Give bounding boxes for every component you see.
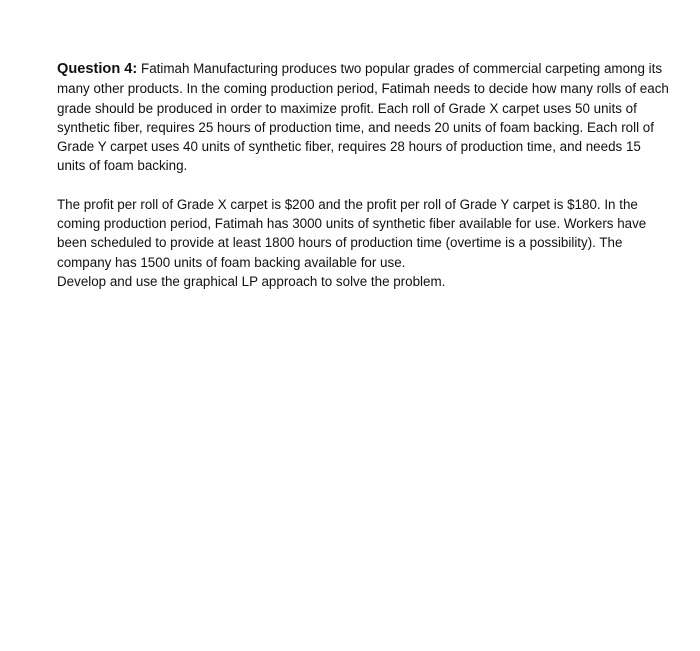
- question-instruction: Develop and use the graphical LP approach to solve the problem.: [57, 273, 446, 289]
- question-text-2: The profit per roll of Grade X carpet is $200 and the profit per roll of Grade Y carpet is $180. In the coming production period, Fatimah has 3000 units of synthetic fiber available for use. Workers have been scheduled to provide at least 1800 hours of production time (overtime is a possibility). The company has 1500 units of foam backing available for use.: [57, 196, 647, 270]
- question-paragraph-1: [57, 59, 672, 176]
- question-paragraph-2: [57, 195, 672, 291]
- question-label: Question 4:: [57, 61, 138, 77]
- question-document: [57, 59, 672, 291]
- question-text-1: Fatimah Manufacturing produces two popular grades of commercial carpeting among its many other products. In the coming production period, Fatimah needs to decide how many rolls of each grade should be produced in order to maximize profit. Each roll of Grade X carpet uses 50 units of synthetic fiber, requires 25 hours of production time, and needs 20 units of foam backing. Each roll of Grade Y carpet uses 40 units of synthetic fiber, requires 28 hours of production time, and needs 15 units of foam backing.: [57, 61, 669, 174]
